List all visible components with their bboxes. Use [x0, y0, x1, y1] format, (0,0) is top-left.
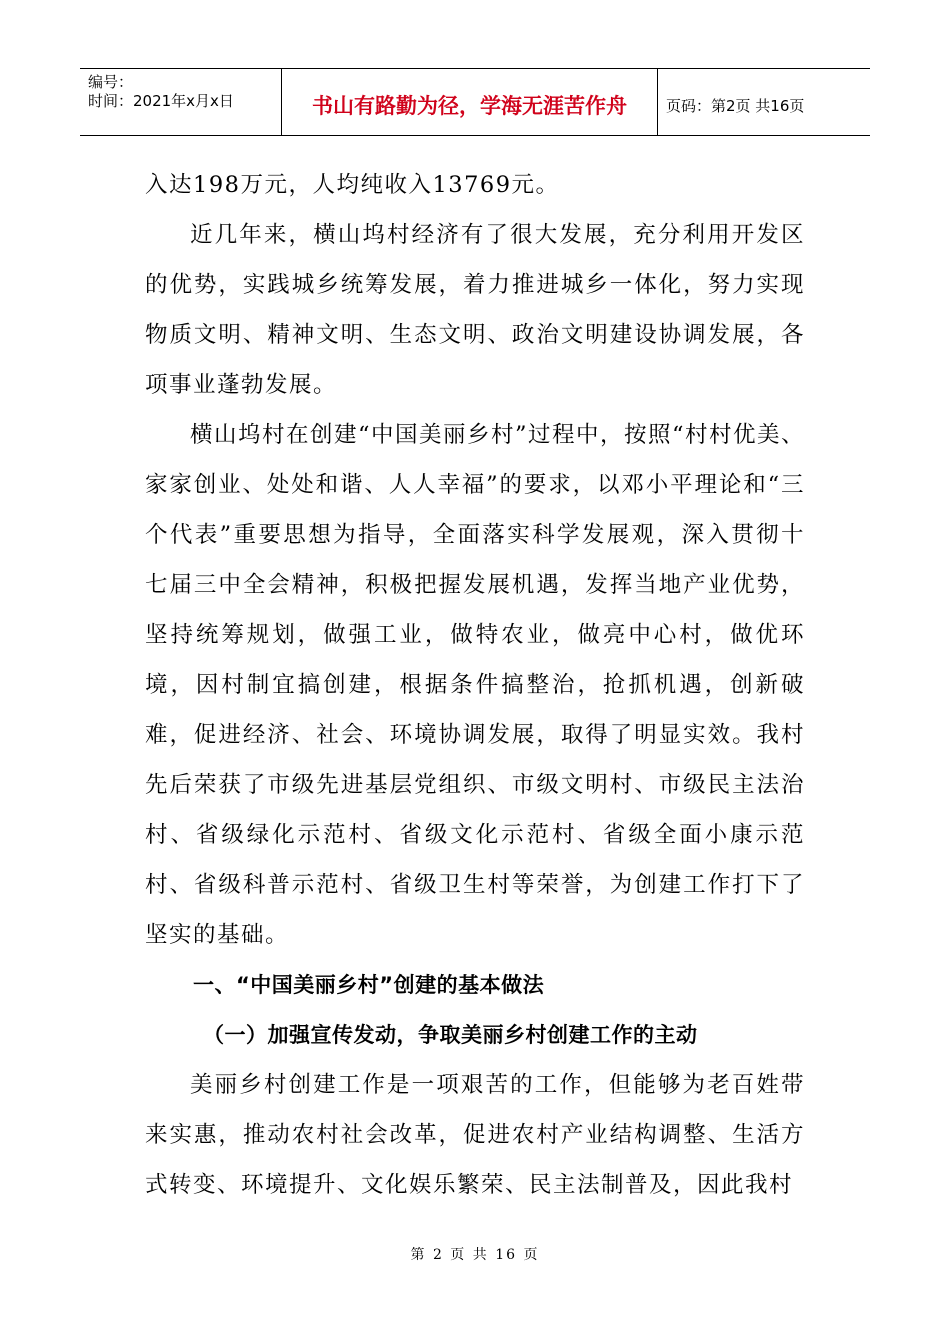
paragraph-development: 近几年来，横山坞村经济有了很大发展，充分利用开发区的优势，实践城乡统筹发展，着力推进城乡一体化，努力实现物质文明、精神文明、生态文明、政治文明建设协调发展，各项事业蓬勃发展。	[145, 222, 805, 398]
paragraph-continued: 入达198万元，人均纯收入13769元。	[145, 172, 560, 198]
header-meta	[80, 69, 282, 135]
paragraph-creation: 横山坞村在创建“中国美丽乡村”过程中，按照“村村优美、家家创业、处处和谐、人人幸福”的要求，以邓小平理论和“三个代表”重要思想为指导，全面落实科学发展观，深入贯彻十七届三中全会精神，积极把握发展机遇，发挥当地产业优势，坚持统筹规划，做强工业，做特农业，做亮中心村，做优环境，因村制宜搞创建，根据条件搞整治，抢抓机遇，创新破难，促进经济、社会、环境协调发展，取得了明显实效。我村先后荣获了市级先进基层党组织、市级文明村、市级民主法治村、省级绿化示范村、省级文化示范村、省级全面小康示范村、省级科普示范村、省级卫生村等荣誉，为创建工作打下了坚实的基础。	[145, 422, 806, 948]
header-number-label: 编号：	[88, 73, 134, 91]
page-footer: 第 2 页 共 16 页	[410, 1247, 540, 1263]
paragraph-publicity: 美丽乡村创建工作是一项艰苦的工作，但能够为老百姓带来实惠，推动农村社会改革，促进农村产业结构调整、生活方式转变、环境提升、文化娱乐繁荣、民主法制普及，因此我村	[145, 1072, 805, 1198]
header-page-info: 页码：第2页 共16页	[666, 96, 805, 115]
header-motto: 书山有路勤为径，学海无涯苦作舟	[282, 69, 658, 135]
subsection-heading: （一）加强宣传发动，争取美丽乡村创建工作的主动	[203, 1023, 698, 1047]
page-header	[80, 68, 870, 136]
section-heading: 一、“中国美丽乡村”创建的基本做法	[193, 973, 545, 997]
header-date: 时间：2021年x月x日	[88, 92, 234, 110]
document-body	[145, 160, 805, 1210]
